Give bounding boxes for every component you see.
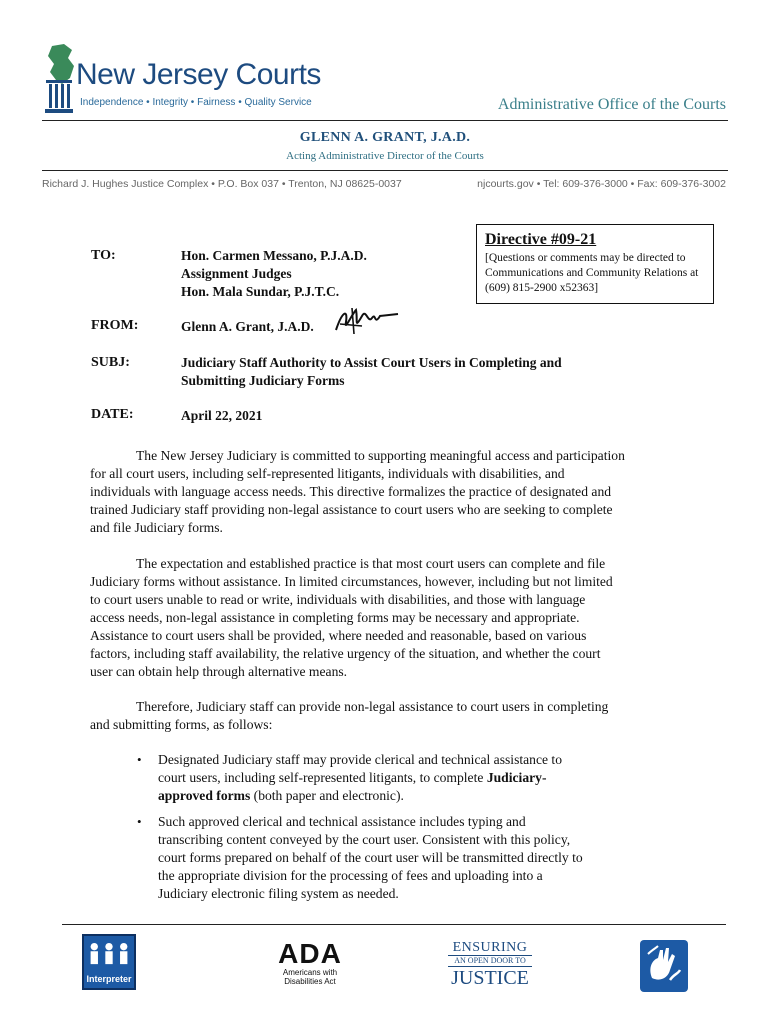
bullet-point: • — [137, 752, 142, 767]
text-bold: approved forms — [158, 788, 251, 803]
people-icon — [86, 940, 132, 968]
date-label: DATE: — [91, 407, 134, 422]
text-line: individuals with language access needs. This directive formalizes the practice of designated and — [90, 484, 612, 499]
directive-note: [Questions or comments may be directed to Communications and Community Relations at (609) 815-2900 x52363] — [485, 252, 699, 294]
org-name: New Jersey Courts — [76, 58, 321, 91]
org-tagline: Independence • Integrity • Fairness • Quality Service — [80, 97, 312, 108]
ada-text: Americans with — [282, 968, 338, 977]
text-line: Judiciary electronic filing system as needed. — [158, 886, 399, 901]
text-line: and submitting forms, as follows: — [90, 717, 273, 732]
text-run: (both paper and electronic). — [250, 788, 404, 803]
text-line — [158, 787, 648, 805]
interpreter-label: Interpreter — [86, 974, 132, 984]
ada-mark: ADA — [278, 938, 342, 969]
date-value: April 22, 2021 — [181, 408, 263, 423]
ensuring-justice-logo — [448, 940, 532, 989]
text-line — [158, 769, 648, 787]
bullet-point: • — [137, 814, 142, 829]
header-divider-2 — [42, 170, 728, 171]
text-line: The New Jersey Judiciary is committed to supporting meaningful access and participation — [136, 448, 625, 463]
header-divider — [42, 120, 728, 121]
text-line: transcribing content conveyed by the court user. Consistent with this policy, — [158, 832, 571, 847]
bullet-2 — [158, 813, 648, 903]
to-line: Assignment Judges — [181, 266, 292, 281]
text-line: for all court users, including self-represented litigants, individuals with disabilities, and — [90, 466, 565, 481]
sign-language-logo — [640, 940, 688, 992]
text-line: Assistance to court users shall be provided, where needed and reasonable, based on various — [90, 628, 587, 643]
text-line: trained Judiciary staff providing non-legal assistance to court users who are seeking to complete — [90, 502, 613, 517]
director-name: GLENN A. GRANT, J.A.D. — [299, 130, 471, 145]
hands-icon — [640, 940, 688, 992]
from-label: FROM: — [91, 318, 139, 333]
text-run: court users, including self-represented litigants, to complete — [158, 770, 487, 785]
text-line: the appropriate division for the processing of fees and uploading into a — [158, 868, 543, 883]
subj-label: SUBJ: — [91, 355, 130, 370]
paragraph-3 — [90, 698, 682, 734]
subj-line: Submitting Judiciary Forms — [181, 373, 345, 388]
to-line: Hon. Mala Sundar, P.J.T.C. — [181, 284, 340, 299]
logo-text: AN OPEN DOOR TO — [448, 955, 532, 967]
ada-text: Disabilities Act — [284, 977, 336, 986]
ada-logo — [270, 940, 350, 986]
paragraph-1 — [90, 447, 682, 537]
text-line: factors, including staff availability, the relative urgency of the situation, and whether the court — [90, 646, 601, 661]
text-line: The expectation and established practice is that most court users can complete and file — [136, 556, 606, 571]
to-label: TO: — [91, 248, 116, 263]
contact-info: njcourts.gov • Tel: 609-376-3000 • Fax: 609-376-3002 — [477, 178, 726, 190]
logo-text: JUSTICE — [451, 967, 529, 989]
directive-box — [476, 224, 714, 304]
text-line: to court users unable to read or write, individuals with disabilities, and those with language — [90, 592, 586, 607]
text-line: Therefore, Judiciary staff can provide non-legal assistance to court users in completing — [136, 699, 609, 714]
to-recipients — [181, 247, 367, 301]
text-line: Designated Judiciary staff may provide clerical and technical assistance to — [158, 752, 563, 767]
text-line: Judiciary forms without assistance. In limited circumstances, however, including but not limited — [90, 574, 613, 589]
text-line: court forms prepared on behalf of the court user will be transmitted directly to — [158, 850, 583, 865]
logo-text: ENSURING — [452, 940, 528, 955]
text-bold: Judiciary- — [486, 770, 547, 785]
interpreter-logo — [82, 934, 136, 990]
to-line: Hon. Carmen Messano, P.J.A.D. — [181, 248, 367, 263]
text-line: Such approved clerical and technical assistance includes typing and — [158, 814, 526, 829]
address: Richard J. Hughes Justice Complex • P.O. Box 037 • Trenton, NJ 08625-0037 — [42, 178, 402, 190]
subj-line: Judiciary Staff Authority to Assist Court Users in Completing and — [181, 355, 562, 370]
director-title: Acting Administrative Director of the Courts — [286, 150, 484, 162]
paragraph-2 — [90, 555, 682, 681]
from-value: Glenn A. Grant, J.A.D. — [181, 319, 314, 334]
directive-title: Directive #09-21 — [485, 231, 597, 248]
signature — [332, 304, 402, 338]
text-line: user can obtain help through alternative means. — [90, 664, 348, 679]
text-line: and file Judiciary forms. — [90, 520, 223, 535]
footer-divider — [62, 924, 726, 925]
office-name: Administrative Office of the Courts — [497, 96, 726, 113]
bullet-1 — [158, 751, 648, 805]
subj-value — [181, 354, 562, 390]
text-line: access needs, non-legal assistance in completing forms may be necessary and appropriate. — [90, 610, 580, 625]
